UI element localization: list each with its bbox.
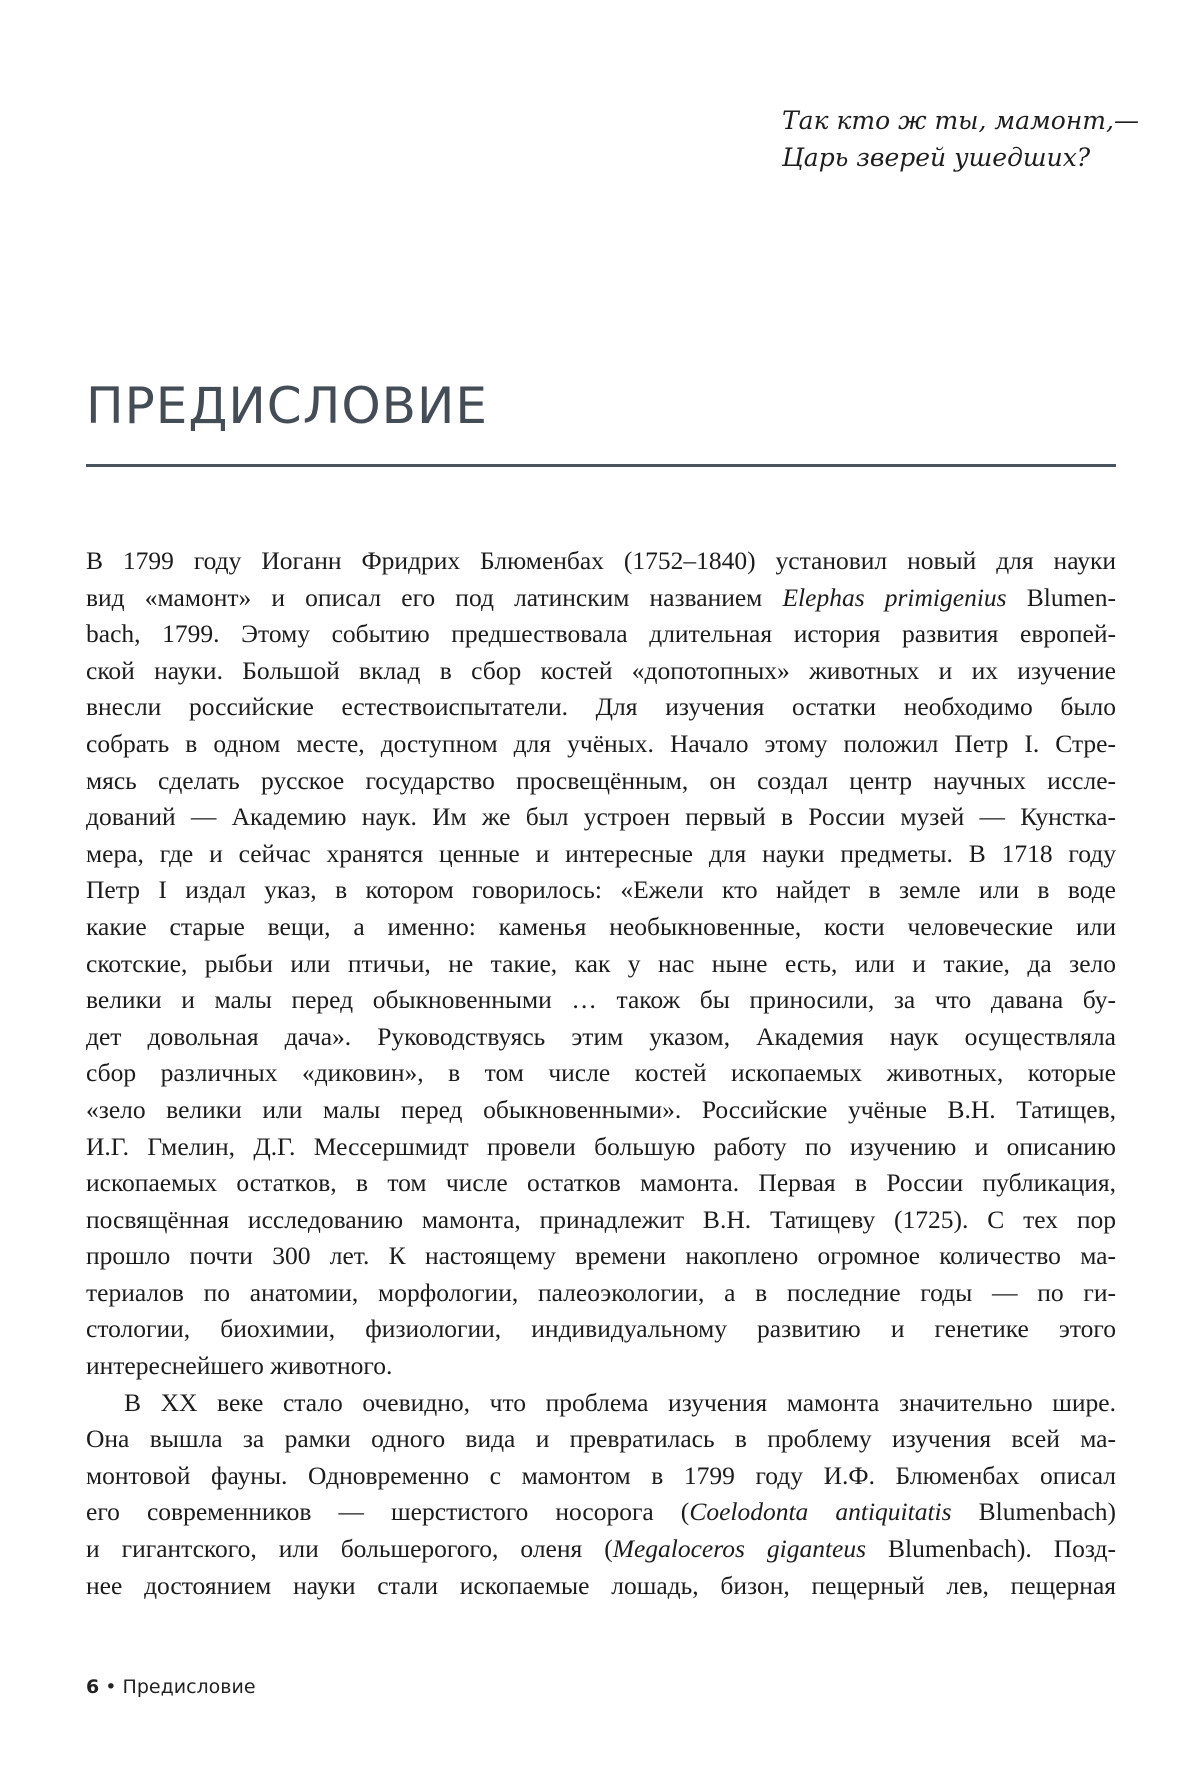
text-line: какие старые вещи, а именно: каменья необыкновенные, кости человеческие или [86, 909, 1116, 946]
text-line: скотские, рыбьи или птичьи, не такие, как у нас ныне есть, или и такие, да зело [86, 946, 1116, 983]
text-line: ископаемых остатков, в том числе остатков мамонта. Первая в России публикация, [86, 1165, 1116, 1202]
latin-species-name: Coelodonta antiquitatis [689, 1497, 951, 1526]
text-line: bach, 1799. Этому событию предшествовала длительная история развития европей- [86, 616, 1116, 653]
text-fragment: и гигантского, или большерогого, оленя ( [86, 1534, 613, 1563]
text-line: нее достоянием науки стали ископаемые лошадь, бизон, пещерный лев, пещерная [86, 1568, 1116, 1605]
text-line: интереснейшего животного. [86, 1348, 1116, 1385]
latin-species-name: Elephas primigenius [782, 583, 1006, 612]
text-line: В XX веке стало очевидно, что проблема изучения мамонта значительно шире. [86, 1385, 1116, 1422]
text-line: посвящённая исследованию мамонта, принадлежит В.Н. Татищеву (1725). С тех пор [86, 1202, 1116, 1239]
epigraph-line: Царь зверей ушедших? [782, 139, 1162, 176]
text-line: стологии, биохимии, физиологии, индивидуальному развитию и генетике этого [86, 1311, 1116, 1348]
book-page [0, 0, 1200, 1782]
epigraph [782, 102, 1162, 176]
text-line [86, 1531, 1116, 1568]
text-line: мера, где и сейчас хранятся ценные и интересные для науки предметы. В 1718 году [86, 836, 1116, 873]
text-line: териалов по анатомии, морфологии, палеоэкологии, а в последние годы — по ги- [86, 1275, 1116, 1312]
text-line: прошло почти 300 лет. К настоящему времени накоплено огромное количество ма- [86, 1238, 1116, 1275]
paragraph-2 [86, 1385, 1116, 1605]
text-line: сбор различных «диковин», в том числе костей ископаемых животных, которые [86, 1055, 1116, 1092]
text-line: мясь сделать русское государство просвещённым, он создал центр научных иссле- [86, 763, 1116, 800]
text-line: внесли российские естествоиспытатели. Для изучения остатки необходимо было [86, 689, 1116, 726]
text-line: Она вышла за рамки одного вида и превратилась в проблему изучения всей ма- [86, 1421, 1116, 1458]
text-line: Петр I издал указ, в котором говорилось: «Ежели кто найдет в земле или в воде [86, 872, 1116, 909]
footer-bullet: • [105, 1676, 116, 1698]
text-line: И.Г. Гмелин, Д.Г. Мессершмидт провели большую работу по изучению и описанию [86, 1129, 1116, 1166]
text-line: «зело велики или малы перед обыкновенными». Российские учёные В.Н. Татищев, [86, 1092, 1116, 1129]
text-line: дет довольная дача». Руководствуясь этим указом, Академия наук осуществляла [86, 1019, 1116, 1056]
text-fragment: Blumenbach). Позд- [866, 1534, 1116, 1563]
text-fragment: вид «мамонт» и описал его под латинским названием [86, 583, 782, 612]
text-line: ской науки. Большой вклад в сбор костей «допотопных» животных и их изучение [86, 653, 1116, 690]
text-line: дований — Академию наук. Им же был устроен первый в России музей — Кунстка- [86, 799, 1116, 836]
body-text [86, 543, 1116, 1604]
text-line: монтовой фауны. Одновременно с мамонтом в 1799 году И.Ф. Блюменбах описал [86, 1458, 1116, 1495]
latin-species-name: Megaloceros giganteus [613, 1534, 866, 1563]
text-line: велики и малы перед обыкновенными … також бы приносили, за что давана бу- [86, 982, 1116, 1019]
text-fragment: Blumenbach) [952, 1497, 1116, 1526]
title-divider [86, 464, 1116, 467]
text-line: собрать в одном месте, доступном для учёных. Начало этому положил Петр I. Стре- [86, 726, 1116, 763]
text-line [86, 1494, 1116, 1531]
text-fragment: его современников — шерстистого носорога ( [86, 1497, 689, 1526]
text-fragment: Blumen- [1007, 583, 1116, 612]
page-title: ПРЕДИСЛОВИЕ [86, 374, 488, 438]
text-line [86, 580, 1116, 617]
page-footer [86, 1676, 256, 1698]
epigraph-line: Так кто ж ты, мамонт,— [782, 102, 1162, 139]
text-line: В 1799 году Иоганн Фридрих Блюменбах (1752–1840) установил новый для науки [86, 543, 1116, 580]
page-number: 6 [86, 1676, 99, 1698]
paragraph-1 [86, 543, 1116, 1385]
running-title: Предисловие [123, 1676, 256, 1698]
